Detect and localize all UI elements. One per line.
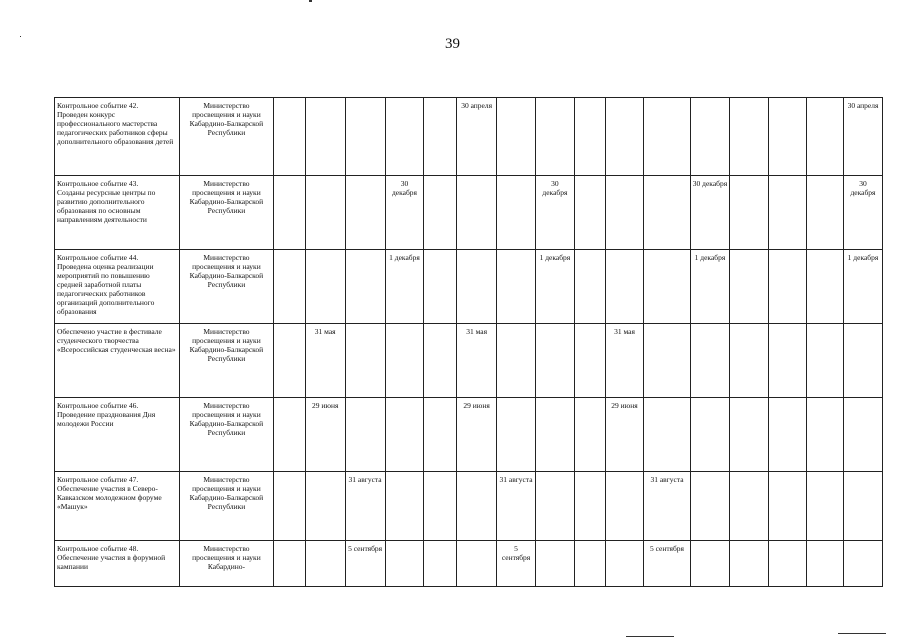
date-cell [457,472,497,541]
date-cell [769,472,807,541]
date-cell: 30 декабря [690,176,730,250]
date-cell [769,250,807,324]
responsible-cell: Министерство просвещения и науки Кабардино-Балкарской Республики [179,324,273,398]
date-cell [644,98,690,176]
date-cell [385,541,424,587]
date-cell [730,398,769,472]
date-cell [345,98,385,176]
date-cell [345,398,385,472]
event-cell: Контрольное событие 48. Обеспечение участия в форумной кампании [55,541,180,587]
date-cell [644,250,690,324]
date-cell [844,398,883,472]
date-cell [605,541,644,587]
date-cell [305,98,345,176]
date-cell [690,324,730,398]
date-cell [844,472,883,541]
date-cell [690,541,730,587]
date-cell [535,398,574,472]
date-cell [457,250,497,324]
date-cell [730,176,769,250]
date-cell [305,176,345,250]
scan-mark [309,0,312,2]
date-cell [535,541,574,587]
scan-mark [838,633,886,634]
table-row [55,541,883,587]
date-cell [807,176,844,250]
date-cell [844,541,883,587]
event-cell: Обеспечено участие в фестивале студенческого творчества «Всероссийская студенческая весна» [55,324,180,398]
event-cell: Контрольное событие 42. Проведен конкурс профессионального мастерства педагогических работников сферы дополнительного образования детей [55,98,180,176]
date-cell: 30 апреля [844,98,883,176]
date-cell [345,176,385,250]
responsible-cell: Министерство просвещения и науки Кабардино-Балкарской Республики [179,398,273,472]
date-cell: 31 августа [345,472,385,541]
date-cell [605,176,644,250]
responsible-cell: Министерство просвещения и науки Кабардино-Балкарской Республики [179,176,273,250]
date-cell [730,98,769,176]
date-cell: 30 апреля [457,98,497,176]
date-cell [644,176,690,250]
date-cell [535,98,574,176]
scan-mark [626,636,674,637]
event-cell: Контрольное событие 44. Проведена оценка реализации мероприятий по повышению средней заработной платы педагогических работников организаций дополнительного образования [55,250,180,324]
date-cell [305,250,345,324]
date-cell [574,250,605,324]
date-cell [730,324,769,398]
date-cell [807,98,844,176]
date-cell [345,324,385,398]
date-cell [424,324,457,398]
date-cell [385,398,424,472]
date-cell [605,98,644,176]
date-cell [385,98,424,176]
date-cell: 31 августа [644,472,690,541]
date-cell [807,324,844,398]
page-number: 39 [445,36,460,52]
date-cell: 5 сентября [345,541,385,587]
date-cell [424,250,457,324]
date-cell [457,176,497,250]
date-cell [424,398,457,472]
date-cell [535,324,574,398]
date-cell [424,541,457,587]
date-cell [690,98,730,176]
date-cell [574,98,605,176]
date-cell [644,324,690,398]
date-cell [497,398,536,472]
date-cell [844,324,883,398]
date-cell [769,176,807,250]
date-cell: 29 июня [605,398,644,472]
date-cell [274,98,306,176]
date-cell [605,250,644,324]
date-cell: 31 мая [305,324,345,398]
date-cell [730,472,769,541]
date-cell: 1 декабря [385,250,424,324]
date-cell [274,324,306,398]
date-cell [690,398,730,472]
date-cell: 29 июня [457,398,497,472]
date-cell [424,98,457,176]
date-cell [424,472,457,541]
date-cell [345,250,385,324]
date-cell: 5 сентября [497,541,536,587]
responsible-cell: Министерство просвещения и науки Кабардино-Балкарской Республики [179,472,273,541]
date-cell [605,472,644,541]
date-cell [274,541,306,587]
date-cell [807,398,844,472]
table-row [55,324,883,398]
event-cell: Контрольное событие 46. Проведение празднования Дня молодежи России [55,398,180,472]
date-cell [769,398,807,472]
date-cell: 5 сентября [644,541,690,587]
table-row [55,250,883,324]
date-cell [769,98,807,176]
date-cell: 1 декабря [844,250,883,324]
date-cell [385,472,424,541]
date-cell [457,541,497,587]
date-cell [305,472,345,541]
date-cell [497,324,536,398]
date-cell: 1 декабря [690,250,730,324]
table-row [55,472,883,541]
date-cell [769,541,807,587]
date-cell: 31 мая [605,324,644,398]
date-cell: 30 декабря [535,176,574,250]
date-cell [574,176,605,250]
responsible-cell: Министерство просвещения и науки Кабардино-Балкарской Республики [179,98,273,176]
responsible-cell: Министерство просвещения и науки Кабардино- [179,541,273,587]
date-cell: 29 июня [305,398,345,472]
date-cell [497,176,536,250]
event-cell: Контрольное событие 47. Обеспечение участия в Северо-Кавказском молодежном форуме «Машук» [55,472,180,541]
date-cell [690,472,730,541]
responsible-cell: Министерство просвещения и науки Кабардино-Балкарской Республики [179,250,273,324]
date-cell [574,472,605,541]
date-cell [274,472,306,541]
date-cell [807,541,844,587]
date-cell [769,324,807,398]
date-cell [274,398,306,472]
scan-mark [20,36,21,37]
date-cell [807,250,844,324]
table-row [55,98,883,176]
date-cell [807,472,844,541]
date-cell [385,324,424,398]
date-cell: 30 декабря [844,176,883,250]
date-cell [497,250,536,324]
date-cell [424,176,457,250]
date-cell [574,324,605,398]
date-cell: 30 декабря [385,176,424,250]
schedule-table [54,97,883,587]
date-cell: 1 декабря [535,250,574,324]
table-row [55,398,883,472]
date-cell [730,250,769,324]
date-cell [274,176,306,250]
date-cell: 31 мая [457,324,497,398]
date-cell [730,541,769,587]
date-cell [305,541,345,587]
date-cell [274,250,306,324]
date-cell [574,398,605,472]
date-cell [644,398,690,472]
date-cell [497,98,536,176]
date-cell: 31 августа [497,472,536,541]
date-cell [574,541,605,587]
date-cell [535,472,574,541]
table-row [55,176,883,250]
event-cell: Контрольное событие 43. Созданы ресурсные центры по развитию дополнительного образования по основным направлениям деятельности [55,176,180,250]
